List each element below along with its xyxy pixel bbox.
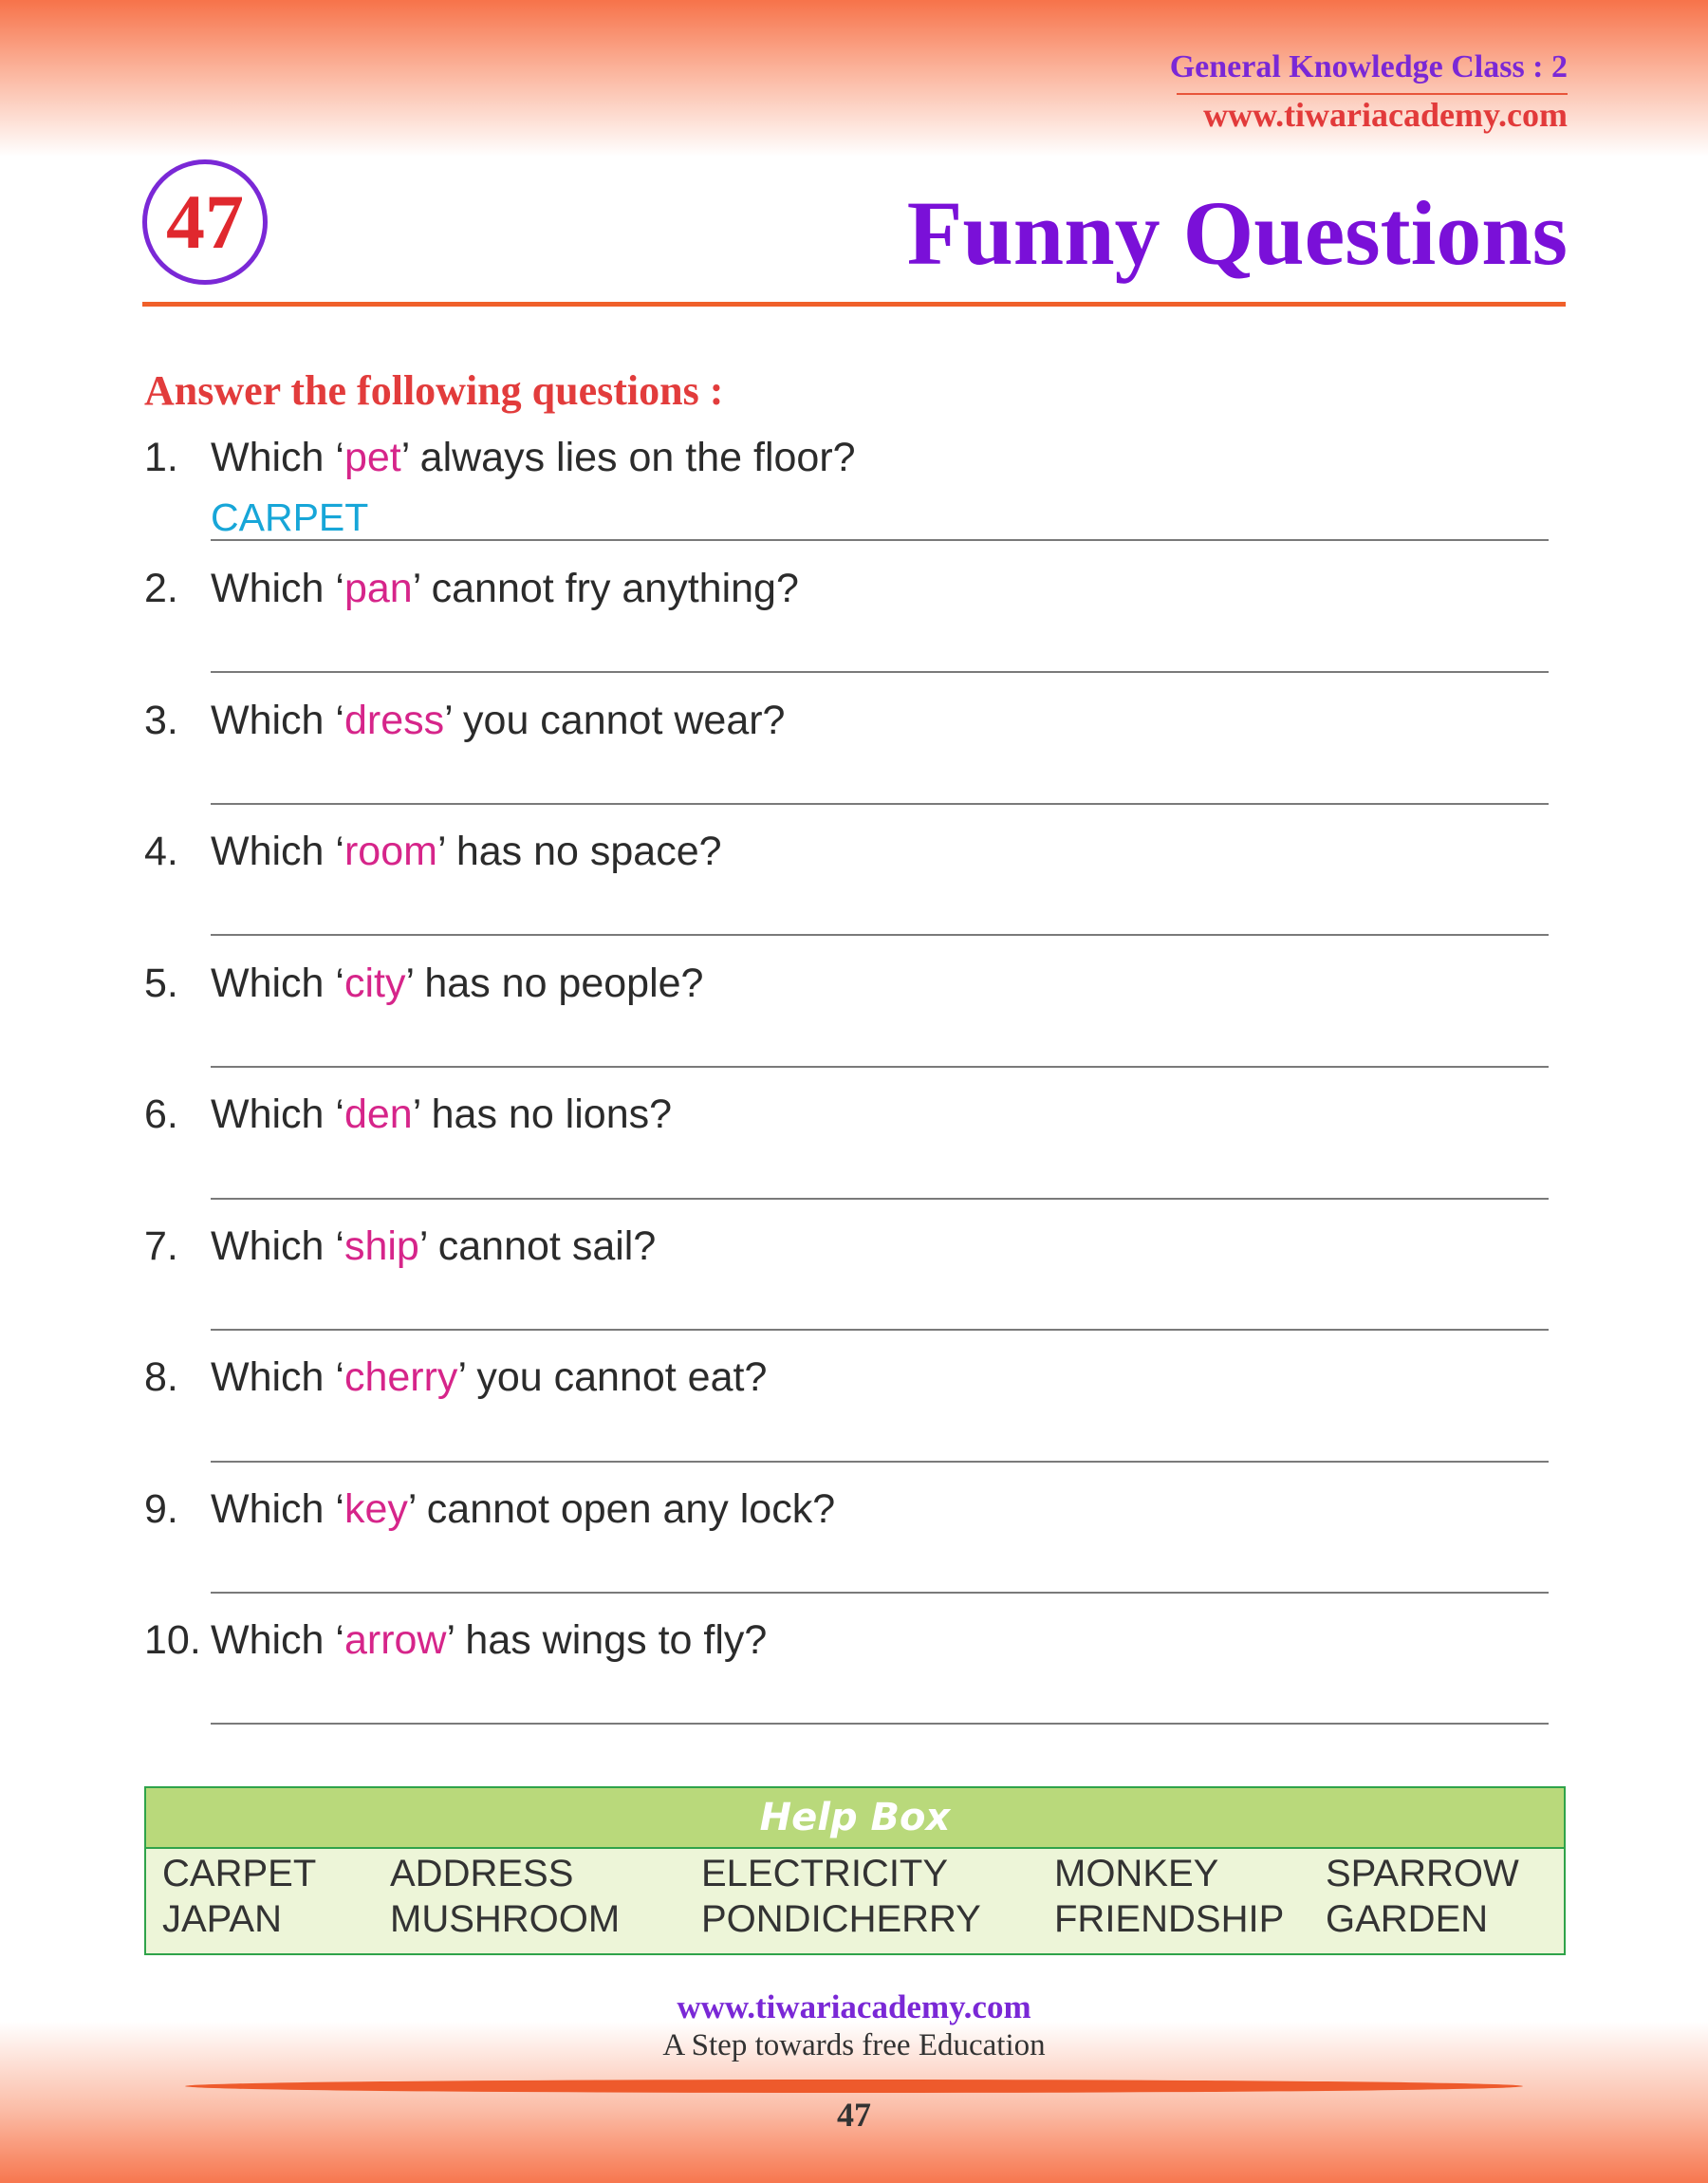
question-item <box>144 823 722 880</box>
help-box-row <box>146 1849 1564 1894</box>
question-item <box>144 1218 656 1275</box>
help-word: CARPET <box>162 1853 317 1894</box>
help-box-title: Help Box <box>146 1788 1564 1849</box>
answer-line[interactable] <box>211 1066 1549 1068</box>
question-item <box>144 1481 835 1538</box>
question-text-suffix: ’ cannot sail? <box>418 1223 657 1269</box>
question-text-prefix: Which ‘ <box>211 829 344 874</box>
question-number: 2. <box>144 566 178 611</box>
question-keyword: pan <box>343 566 413 611</box>
help-word: SPARROW <box>1326 1853 1519 1894</box>
chapter-number-badge: 47 <box>142 159 268 285</box>
question-text-prefix: Which ‘ <box>211 961 344 1006</box>
answer-line[interactable] <box>211 1723 1549 1725</box>
question-keyword: dress <box>343 698 445 743</box>
question-item <box>144 955 703 1012</box>
question-number: 9. <box>144 1486 178 1532</box>
footer-url: www.tiwariacademy.com <box>677 1988 1031 2025</box>
question-text-suffix: ’ has no space? <box>436 829 722 874</box>
question-text-prefix: Which ‘ <box>211 435 344 480</box>
answer-line[interactable] <box>211 1198 1549 1200</box>
question-item <box>144 692 785 749</box>
question-item <box>144 429 856 486</box>
page-title: Funny Questions <box>906 182 1568 284</box>
question-keyword: room <box>343 829 437 874</box>
question-text-prefix: Which ‘ <box>211 1486 344 1532</box>
help-word: ADDRESS <box>390 1853 574 1894</box>
question-number: 5. <box>144 961 178 1006</box>
footer-divider <box>185 2080 1523 2093</box>
answer-line[interactable] <box>211 803 1549 805</box>
answer-line[interactable] <box>211 539 1549 541</box>
question-text-prefix: Which ‘ <box>211 1354 344 1400</box>
help-word: ELECTRICITY <box>701 1853 949 1894</box>
help-word: MUSHROOM <box>390 1898 621 1940</box>
question-number: 6. <box>144 1092 178 1137</box>
instruction-heading: Answer the following questions : <box>144 367 724 414</box>
question-number: 7. <box>144 1223 178 1269</box>
question-keyword: ship <box>343 1223 419 1269</box>
header-url: www.tiwariacademy.com <box>1203 96 1568 134</box>
answer-line[interactable] <box>211 1461 1549 1463</box>
question-text-suffix: ’ you cannot eat? <box>457 1354 768 1400</box>
page-number: 47 <box>837 2096 871 2134</box>
question-text-suffix: ’ you cannot wear? <box>444 698 786 743</box>
help-box <box>144 1786 1566 1955</box>
help-word: JAPAN <box>162 1898 282 1940</box>
question-text-prefix: Which ‘ <box>211 566 344 611</box>
question-keyword: cherry <box>343 1354 458 1400</box>
question-number: 10. <box>144 1617 201 1663</box>
help-box-row <box>146 1894 1564 1940</box>
answer-line[interactable] <box>211 934 1549 936</box>
question-number: 3. <box>144 698 178 743</box>
question-keyword: den <box>343 1092 413 1137</box>
question-text-suffix: ’ cannot open any lock? <box>407 1486 836 1532</box>
question-number: 8. <box>144 1354 178 1400</box>
answer-text[interactable]: CARPET <box>211 495 369 539</box>
answer-line[interactable] <box>211 671 1549 673</box>
question-text-suffix: ’ cannot fry anything? <box>412 566 799 611</box>
question-keyword: arrow <box>343 1617 447 1663</box>
question-number: 4. <box>144 829 178 874</box>
question-text-prefix: Which ‘ <box>211 698 344 743</box>
question-item <box>144 1349 767 1406</box>
help-word: GARDEN <box>1326 1898 1489 1940</box>
question-item <box>144 560 799 617</box>
help-word: MONKEY <box>1054 1853 1219 1894</box>
question-text-prefix: Which ‘ <box>211 1223 344 1269</box>
header-subject: General Knowledge Class : 2 <box>1169 49 1568 84</box>
question-keyword: city <box>343 961 406 1006</box>
help-word: PONDICHERRY <box>701 1898 981 1940</box>
question-text-suffix: ’ has no lions? <box>412 1092 673 1137</box>
question-item <box>144 1086 672 1143</box>
question-number: 1. <box>144 435 178 480</box>
question-text-prefix: Which ‘ <box>211 1092 344 1137</box>
answer-line[interactable] <box>211 1329 1549 1331</box>
question-text-prefix: Which ‘ <box>211 1617 344 1663</box>
question-text-suffix: ’ has no people? <box>405 961 704 1006</box>
question-text-suffix: ’ always lies on the floor? <box>400 435 856 480</box>
title-divider <box>142 302 1566 307</box>
footer-tagline: A Step towards free Education <box>662 2028 1046 2062</box>
help-word: FRIENDSHIP <box>1054 1898 1285 1940</box>
answer-line[interactable] <box>211 1592 1549 1594</box>
question-item <box>144 1612 767 1669</box>
question-keyword: pet <box>343 435 401 480</box>
question-text-suffix: ’ has wings to fly? <box>446 1617 768 1663</box>
question-keyword: key <box>343 1486 408 1532</box>
